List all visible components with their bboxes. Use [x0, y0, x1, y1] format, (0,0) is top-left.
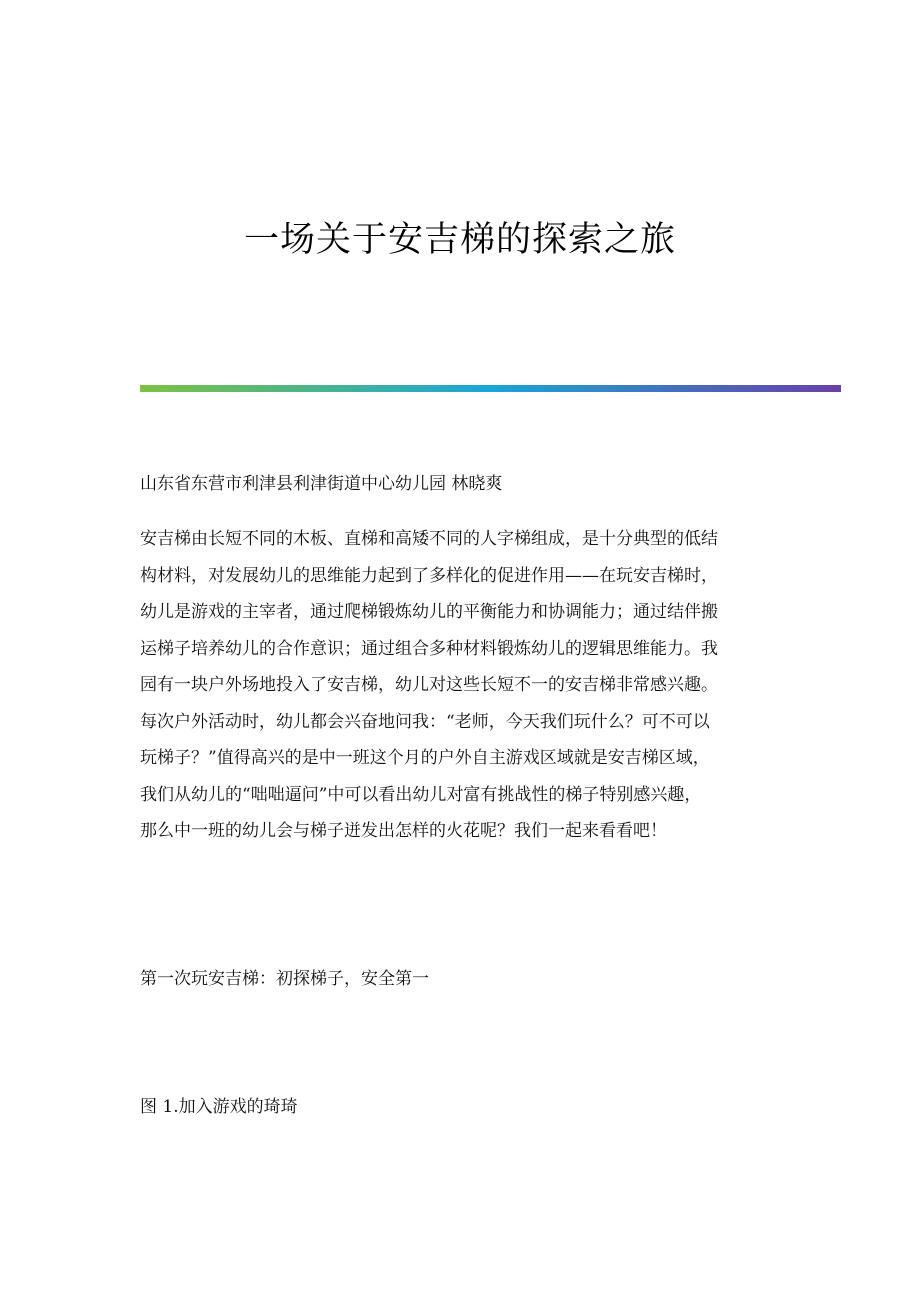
section-heading: 第一次玩安吉梯：初探梯子，安全第一 — [140, 969, 429, 989]
intro-paragraph — [140, 521, 780, 850]
paragraph-line: 园有一块户外场地投入了安吉梯，幼儿对这些长短不一的安吉梯非常感兴趣。 — [140, 675, 718, 695]
author-line: 山东省东营市利津县利津街道中心幼儿园 林晓爽 — [140, 474, 503, 494]
paragraph-line: 构材料，对发展幼儿的思维能力起到了多样化的促进作用——在玩安吉梯时， — [140, 565, 718, 586]
paragraph-line: 运梯子培养幼儿的合作意识；通过组合多种材料锻炼幼儿的逻辑思维能力。我 — [140, 638, 718, 659]
paragraph-line: 每次户外活动时，幼儿都会兴奋地问我：“老师，今天我们玩什么？可不可以 — [140, 711, 710, 732]
figure-caption: 图 1.加入游戏的琦琦 — [140, 1097, 298, 1117]
document-title: 一场关于安吉梯的探索之旅 — [243, 220, 676, 260]
title-divider — [140, 385, 841, 392]
paragraph-line: 我们从幼儿的“咄咄逼问”中可以看出幼儿对富有挑战性的梯子特别感兴趣， — [140, 784, 702, 805]
paragraph-line: 幼儿是游戏的主宰者，通过爬梯锻炼幼儿的平衡能力和协调能力；通过结伴搬 — [140, 602, 718, 622]
paragraph-line: 那么中一班的幼儿会与梯子迸发出怎样的火花呢？我们一起来看看吧！ — [140, 821, 667, 841]
paragraph-line: 玩梯子？”值得高兴的是中一班这个月的户外自主游戏区域就是安吉梯区域， — [140, 748, 710, 768]
paragraph-line: 安吉梯由长短不同的木板、直梯和高矮不同的人字梯组成，是十分典型的低结 — [140, 529, 718, 549]
